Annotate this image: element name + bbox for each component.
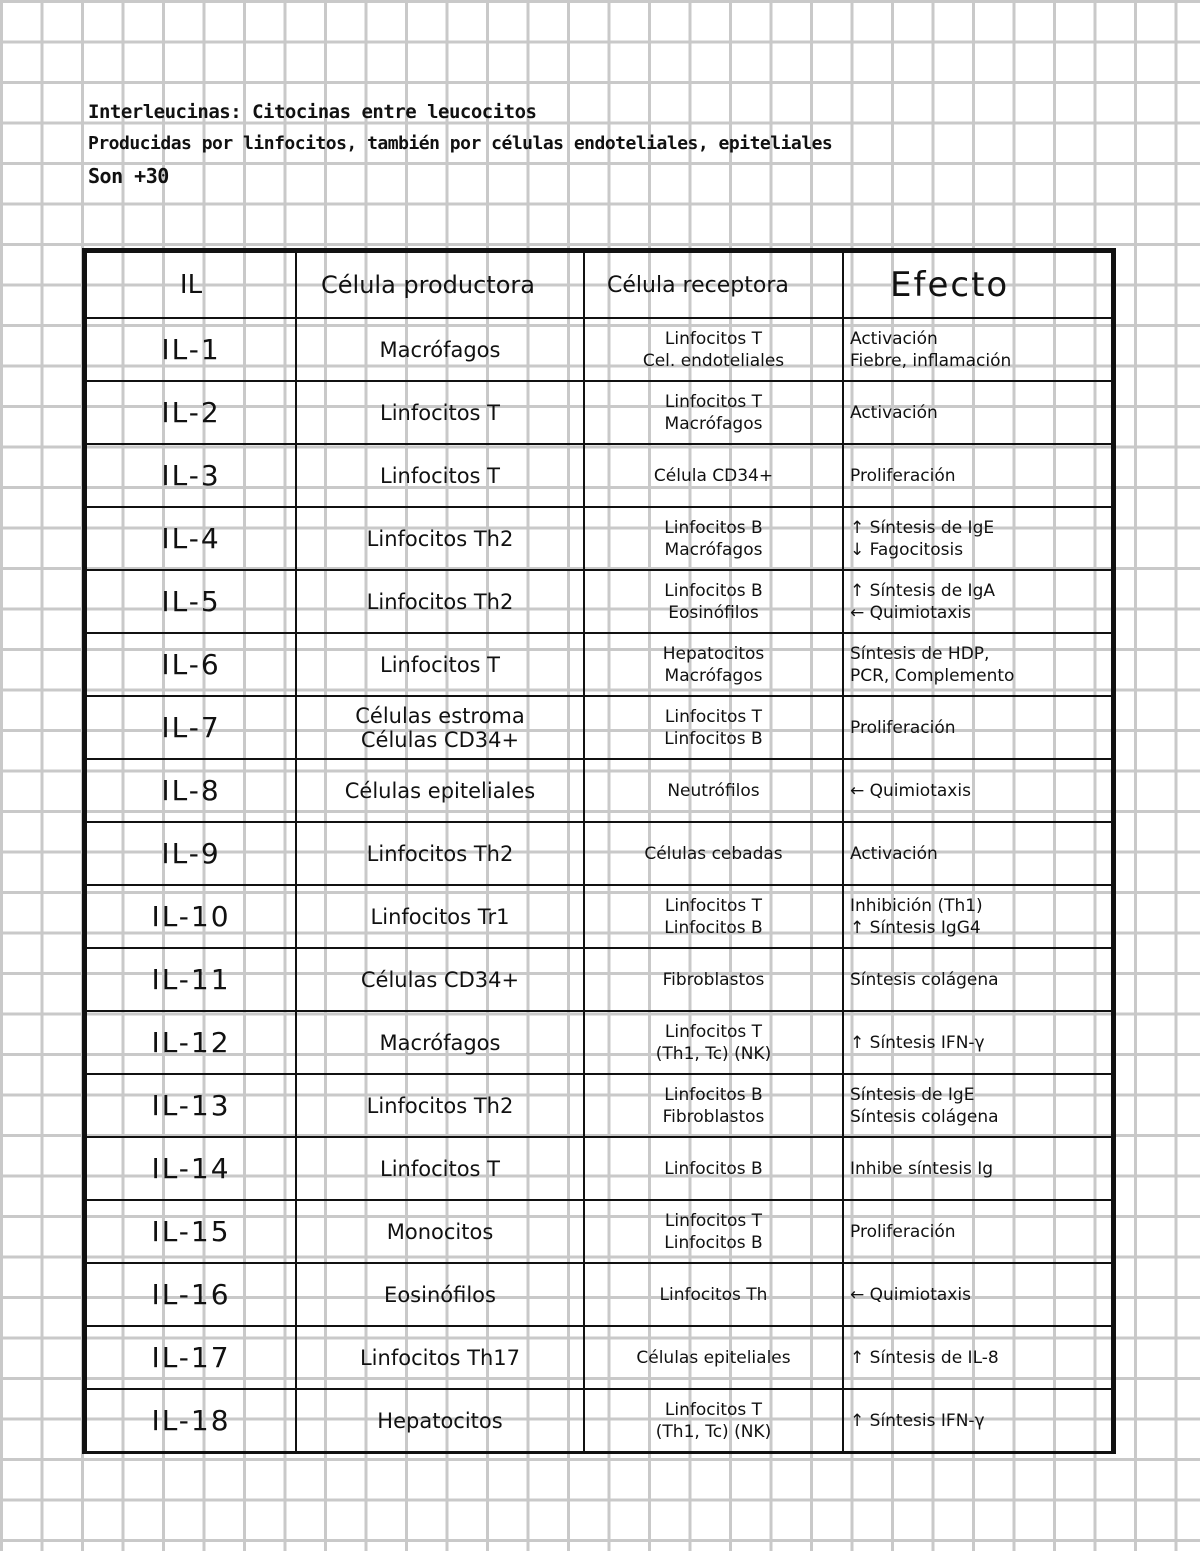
table-row (86, 1011, 1112, 1074)
table-row (86, 633, 1112, 696)
table-row (86, 885, 1112, 948)
effect-cell-line: Síntesis de HDP, (850, 643, 990, 664)
header-il: IL (86, 252, 296, 318)
producer-cell-line: Células CD34+ (360, 727, 520, 752)
receptor-cell-line: Linfocitos B (664, 1084, 763, 1105)
producer-cell: Hepatocitos (296, 1389, 584, 1452)
receptor-cell-line: Linfocitos T (664, 706, 763, 727)
producer-cell: Monocitos (296, 1200, 584, 1263)
note-line-producers: Producidas por linfocitos, también por células endoteliales, epiteliales (88, 133, 833, 154)
table-row (86, 948, 1112, 1011)
receptor-cell-line: Macrófagos (664, 665, 763, 686)
receptor-cell-line: Eosinófilos (668, 602, 759, 623)
effect-cell (843, 1389, 1112, 1452)
receptor-cell-line: Células cebadas (644, 843, 783, 864)
receptor-cell-line: (Th1, Tc) (NK) (655, 1421, 772, 1442)
note-line-count: Son +30 (88, 164, 169, 188)
effect-cell-line: Activación (850, 843, 938, 864)
receptor-cell (584, 1389, 843, 1452)
receptor-cell-line: Linfocitos T (664, 895, 763, 916)
effect-cell-line: ↑ Síntesis IgG4 (850, 917, 981, 938)
effect-cell (843, 1011, 1112, 1074)
producer-cell: Linfocitos T (296, 444, 584, 507)
interleukin-name: IL-13 (86, 1074, 296, 1137)
effect-cell (843, 1326, 1112, 1389)
receptor-cell (584, 1326, 843, 1389)
producer-cell: Macrófagos (296, 318, 584, 381)
effect-cell-line: Proliferación (850, 465, 956, 486)
effect-cell-line: Inhibición (Th1) (850, 895, 983, 916)
table-row (86, 1326, 1112, 1389)
table-row (86, 1389, 1112, 1452)
interleukin-name: IL-4 (86, 507, 296, 570)
table-row (86, 507, 1112, 570)
interleukin-name: IL-7 (86, 696, 296, 759)
effect-cell-line: Fiebre, inflamación (850, 350, 1012, 371)
receptor-cell-line: Neutrófilos (667, 780, 760, 801)
effect-cell (843, 1137, 1112, 1200)
header-effect: Efecto (843, 252, 1112, 318)
producer-cell: Linfocitos Th2 (296, 507, 584, 570)
receptor-cell-line: Linfocitos B (664, 917, 763, 938)
table-row (86, 822, 1112, 885)
receptor-cell (584, 1200, 843, 1263)
receptor-cell-line: Linfocitos B (664, 1158, 763, 1179)
producer-cell (296, 696, 584, 759)
note-line-title: Interleucinas: Citocinas entre leucocitos (88, 101, 537, 123)
receptor-cell (584, 1074, 843, 1137)
producer-cell: Macrófagos (296, 1011, 584, 1074)
producer-cell: Linfocitos T (296, 381, 584, 444)
receptor-cell-line: Linfocitos B (664, 580, 763, 601)
effect-cell (843, 318, 1112, 381)
effect-cell (843, 633, 1112, 696)
receptor-cell-line: Linfocitos T (664, 328, 763, 349)
effect-cell-line: ↑ Síntesis de IgA (850, 580, 995, 601)
interleukin-name: IL-16 (86, 1263, 296, 1326)
effect-cell (843, 822, 1112, 885)
interleukin-name: IL-10 (86, 885, 296, 948)
receptor-cell (584, 822, 843, 885)
effect-cell (843, 885, 1112, 948)
receptor-cell (584, 318, 843, 381)
receptor-cell (584, 381, 843, 444)
receptor-cell-line: Fibroblastos (662, 969, 765, 990)
interleukin-name: IL-1 (86, 318, 296, 381)
producer-cell: Células CD34+ (296, 948, 584, 1011)
effect-cell-line: ↓ Fagocitosis (850, 539, 964, 560)
interleukin-name: IL-3 (86, 444, 296, 507)
receptor-cell-line: Linfocitos B (664, 1232, 763, 1253)
table-row (86, 1074, 1112, 1137)
table-row (86, 1263, 1112, 1326)
receptor-cell-line: Fibroblastos (662, 1106, 765, 1127)
receptor-cell-line: Linfocitos T (664, 1021, 763, 1042)
table-row (86, 444, 1112, 507)
table-row (86, 759, 1112, 822)
effect-cell (843, 444, 1112, 507)
table-row (86, 381, 1112, 444)
receptor-cell (584, 633, 843, 696)
effect-cell (843, 696, 1112, 759)
header-notes (88, 96, 988, 192)
interleukin-name: IL-15 (86, 1200, 296, 1263)
interleukin-table (85, 251, 1113, 1453)
interleukin-name: IL-9 (86, 822, 296, 885)
interleukin-name: IL-8 (86, 759, 296, 822)
receptor-cell (584, 507, 843, 570)
receptor-cell-line: Linfocitos T (664, 1210, 763, 1231)
effect-cell-line: ↑ Síntesis de IgE (850, 517, 995, 538)
effect-cell-line: Activación (850, 328, 938, 349)
effect-cell-line: PCR, Complemento (850, 665, 1015, 686)
effect-cell-line: ← Quimiotaxis (850, 780, 971, 801)
producer-cell: Eosinófilos (296, 1263, 584, 1326)
producer-cell: Linfocitos Tr1 (296, 885, 584, 948)
receptor-cell-line: Linfocitos B (664, 728, 763, 749)
receptor-cell-line: (Th1, Tc) (NK) (655, 1043, 772, 1064)
producer-cell: Linfocitos T (296, 633, 584, 696)
producer-cell: Linfocitos Th2 (296, 1074, 584, 1137)
effect-cell (843, 381, 1112, 444)
receptor-cell-line: Célula CD34+ (653, 465, 774, 486)
interleukin-name: IL-11 (86, 948, 296, 1011)
table-row (86, 570, 1112, 633)
table-body (86, 318, 1112, 1452)
receptor-cell-line: Linfocitos T (664, 391, 763, 412)
receptor-cell (584, 759, 843, 822)
receptor-cell (584, 885, 843, 948)
effect-cell-line: Síntesis colágena (850, 1106, 999, 1127)
table-row (86, 1200, 1112, 1263)
effect-cell-line: ↑ Síntesis de IL-8 (850, 1347, 999, 1368)
receptor-cell-line: Células epiteliales (636, 1347, 791, 1368)
receptor-cell-line: Linfocitos T (664, 1399, 763, 1420)
effect-cell-line: Inhibe síntesis Ig (850, 1158, 994, 1179)
effect-cell (843, 570, 1112, 633)
receptor-cell-line: Hepatocitos (662, 643, 765, 664)
receptor-cell-line: Linfocitos Th (659, 1284, 768, 1305)
effect-cell-line: Síntesis de IgE (850, 1084, 975, 1105)
header-receptor-cell: Célula receptora (584, 252, 843, 318)
producer-cell-line: Células estroma (355, 703, 525, 728)
effect-cell-line: ← Quimiotaxis (850, 602, 971, 623)
receptor-cell-line: Macrófagos (664, 413, 763, 434)
receptor-cell (584, 444, 843, 507)
table-header-row (86, 252, 1112, 318)
table-row (86, 696, 1112, 759)
receptor-cell (584, 948, 843, 1011)
effect-cell-line: Proliferación (850, 1221, 956, 1242)
producer-cell: Células epiteliales (296, 759, 584, 822)
producer-cell: Linfocitos T (296, 1137, 584, 1200)
effect-cell-line: ↑ Síntesis IFN-γ (850, 1410, 985, 1431)
effect-cell-line: ↑ Síntesis IFN-γ (850, 1032, 985, 1053)
interleukin-table-container (82, 248, 1116, 1454)
effect-cell-line: ← Quimiotaxis (850, 1284, 971, 1305)
interleukin-name: IL-17 (86, 1326, 296, 1389)
effect-cell (843, 1263, 1112, 1326)
producer-cell: Linfocitos Th17 (296, 1326, 584, 1389)
interleukin-name: IL-14 (86, 1137, 296, 1200)
receptor-cell (584, 1263, 843, 1326)
receptor-cell (584, 1011, 843, 1074)
effect-cell (843, 759, 1112, 822)
header-producer-cell: Célula productora (296, 252, 584, 318)
interleukin-name: IL-12 (86, 1011, 296, 1074)
receptor-cell (584, 1137, 843, 1200)
effect-cell-line: Activación (850, 402, 938, 423)
interleukin-name: IL-5 (86, 570, 296, 633)
receptor-cell-line: Linfocitos B (664, 517, 763, 538)
table-row (86, 318, 1112, 381)
effect-cell-line: Proliferación (850, 717, 956, 738)
effect-cell (843, 1074, 1112, 1137)
interleukin-name: IL-6 (86, 633, 296, 696)
effect-cell-line: Síntesis colágena (850, 969, 999, 990)
receptor-cell (584, 570, 843, 633)
effect-cell (843, 948, 1112, 1011)
receptor-cell-line: Macrófagos (664, 539, 763, 560)
producer-cell: Linfocitos Th2 (296, 570, 584, 633)
interleukin-name: IL-2 (86, 381, 296, 444)
producer-cell: Linfocitos Th2 (296, 822, 584, 885)
table-row (86, 1137, 1112, 1200)
effect-cell (843, 1200, 1112, 1263)
receptor-cell (584, 696, 843, 759)
receptor-cell-line: Cel. endoteliales (642, 350, 785, 371)
effect-cell (843, 507, 1112, 570)
interleukin-name: IL-18 (86, 1389, 296, 1452)
